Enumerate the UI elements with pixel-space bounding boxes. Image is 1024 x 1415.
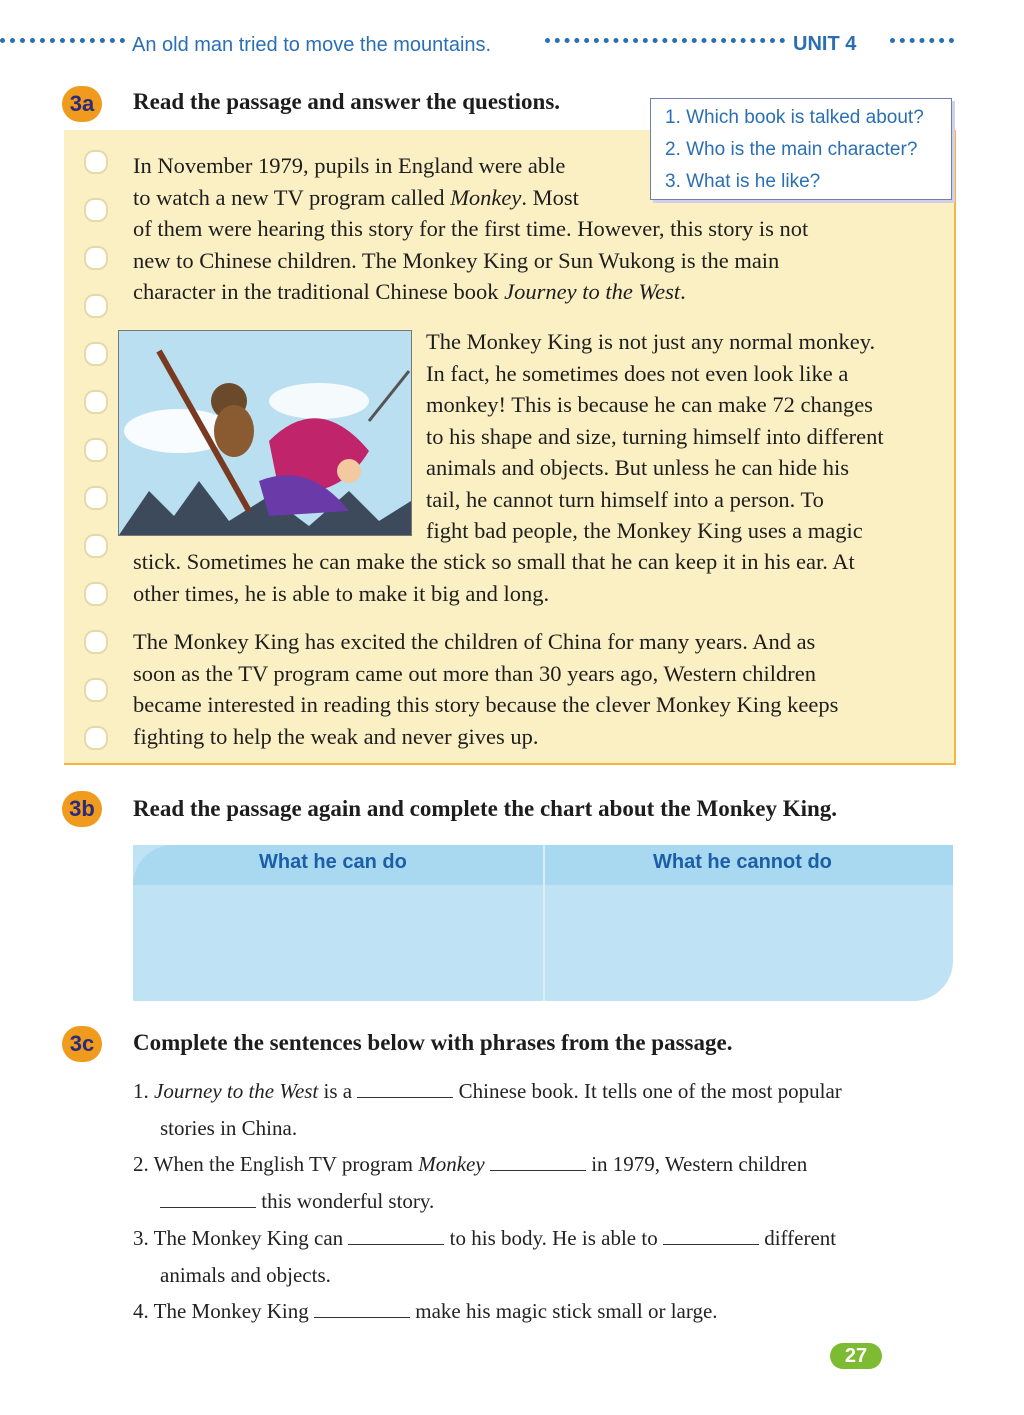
- passage-line: to his shape and size, turning himself into different: [426, 423, 884, 449]
- question-2: 2. Who is the main character?: [665, 139, 918, 160]
- binder-ring-icon: [84, 198, 108, 222]
- exercise-sentence-2: 2. When the English TV program Monkey in 1979, Western children: [133, 1152, 808, 1176]
- passage-line: animals and objects. But unless he can hide his: [426, 455, 850, 480]
- book-title: Journey to the West: [504, 279, 681, 304]
- passage-line: stick. Sometimes he can make the stick so small that he can keep it in his ear. At: [133, 549, 855, 574]
- exercise-sentence-1-cont: stories in China.: [160, 1116, 298, 1140]
- binder-ring-icon: [84, 342, 108, 366]
- passage-paragraph-3: [133, 626, 838, 752]
- heading-3c: Complete the sentences below with phrases from the passage.: [133, 1030, 733, 1055]
- question-3: 3. What is he like?: [665, 171, 821, 192]
- passage-line: In fact, he sometimes does not even look like a: [426, 360, 849, 386]
- unit-label: UNIT 4: [793, 33, 857, 55]
- exercise-sentence-3: 3. The Monkey King can to his body. He is able to different: [133, 1226, 837, 1250]
- answer-blank[interactable]: [314, 1303, 410, 1318]
- program-title: Monkey: [418, 1152, 485, 1176]
- binder-ring-icon: [84, 294, 108, 318]
- answer-blank[interactable]: [663, 1230, 759, 1245]
- passage-paragraph-2-full: [133, 546, 855, 609]
- badge-3c: 3c: [62, 1026, 102, 1062]
- passage-line: In November 1979, pupils in England were able: [133, 153, 566, 178]
- header-dots-left: [0, 38, 125, 53]
- chart-cell-cannot-do[interactable]: [549, 893, 947, 993]
- passage-line: new to Chinese children. The Monkey King or Sun Wukong is the main: [133, 247, 780, 273]
- binder-ring-icon: [84, 246, 108, 270]
- chart-column-can-do: What he can do: [259, 851, 407, 873]
- binder-ring-icon: [84, 630, 108, 654]
- exercise-sentence-1: 1. Journey to the West is a Chinese book. It tells one of the most popular: [133, 1079, 842, 1103]
- passage-line: became interested in reading this story because the clever Monkey King keeps: [133, 692, 839, 717]
- passage-line: The Monkey King has excited the children of China for many years. And as: [133, 629, 816, 654]
- passage-line: to watch a new TV program called Monkey. Most: [133, 184, 579, 210]
- exercise-sentence-2-cont: this wonderful story.: [160, 1189, 434, 1214]
- passage-line: character in the traditional Chinese book Journey to the West.: [133, 279, 686, 304]
- passage-line: The Monkey King is not just any normal monkey.: [426, 329, 876, 354]
- exercise-sentence-3-cont: animals and objects.: [160, 1263, 331, 1287]
- binder-ring-icon: [84, 150, 108, 174]
- chart-column-cannot-do: What he cannot do: [653, 851, 832, 873]
- badge-3b: 3b: [62, 791, 102, 827]
- page-number: 27: [830, 1343, 882, 1369]
- exercise-sentence-4: 4. The Monkey King make his magic stick small or large.: [133, 1299, 718, 1323]
- program-title: Monkey: [450, 184, 522, 210]
- book-title: Journey to the West: [154, 1079, 319, 1103]
- monkey-king-chart: [133, 845, 953, 1001]
- passage-paragraph-2-right: [426, 326, 884, 547]
- heading-3a: Read the passage and answer the questions.: [133, 89, 561, 114]
- chart-cell-can-do[interactable]: [141, 893, 539, 993]
- binder-ring-icon: [84, 678, 108, 702]
- passage-line: fight bad people, the Monkey King uses a magic: [426, 518, 863, 543]
- passage-paragraph-1: [133, 150, 808, 308]
- monkey-king-picture-icon: [119, 331, 411, 535]
- answer-blank[interactable]: [348, 1230, 444, 1245]
- badge-3a: 3a: [62, 86, 102, 122]
- passage-line: other times, he is able to make it big and long.: [133, 580, 550, 606]
- chart-divider: [543, 845, 545, 1001]
- passage-line: soon as the TV program came out more than 30 years ago, Western children: [133, 660, 816, 686]
- passage-line: tail, he cannot turn himself into a person. To: [426, 486, 824, 512]
- heading-3b: Read the passage again and complete the chart about the Monkey King.: [133, 796, 838, 821]
- binder-ring-icon: [84, 486, 108, 510]
- question-1: 1. Which book is talked about?: [665, 107, 924, 128]
- running-header: [0, 30, 1024, 64]
- header-title: An old man tried to move the mountains.: [132, 34, 492, 56]
- passage-line: of them were hearing this story for the first time. However, this story is not: [133, 216, 809, 241]
- answer-blank[interactable]: [490, 1156, 586, 1171]
- header-dots-right: [890, 38, 954, 53]
- answer-blank[interactable]: [357, 1083, 453, 1098]
- passage-line: monkey! This is because he can make 72 changes: [426, 392, 873, 417]
- answer-blank[interactable]: [160, 1193, 256, 1208]
- header-dots-middle: [545, 38, 785, 53]
- binder-ring-icon: [84, 726, 108, 750]
- binder-ring-icon: [84, 390, 108, 414]
- monkey-king-illustration: [118, 330, 412, 536]
- binder-ring-icon: [84, 582, 108, 606]
- passage-line: fighting to help the weak and never gives up.: [133, 723, 539, 749]
- binder-ring-icon: [84, 534, 108, 558]
- binder-ring-icon: [84, 438, 108, 462]
